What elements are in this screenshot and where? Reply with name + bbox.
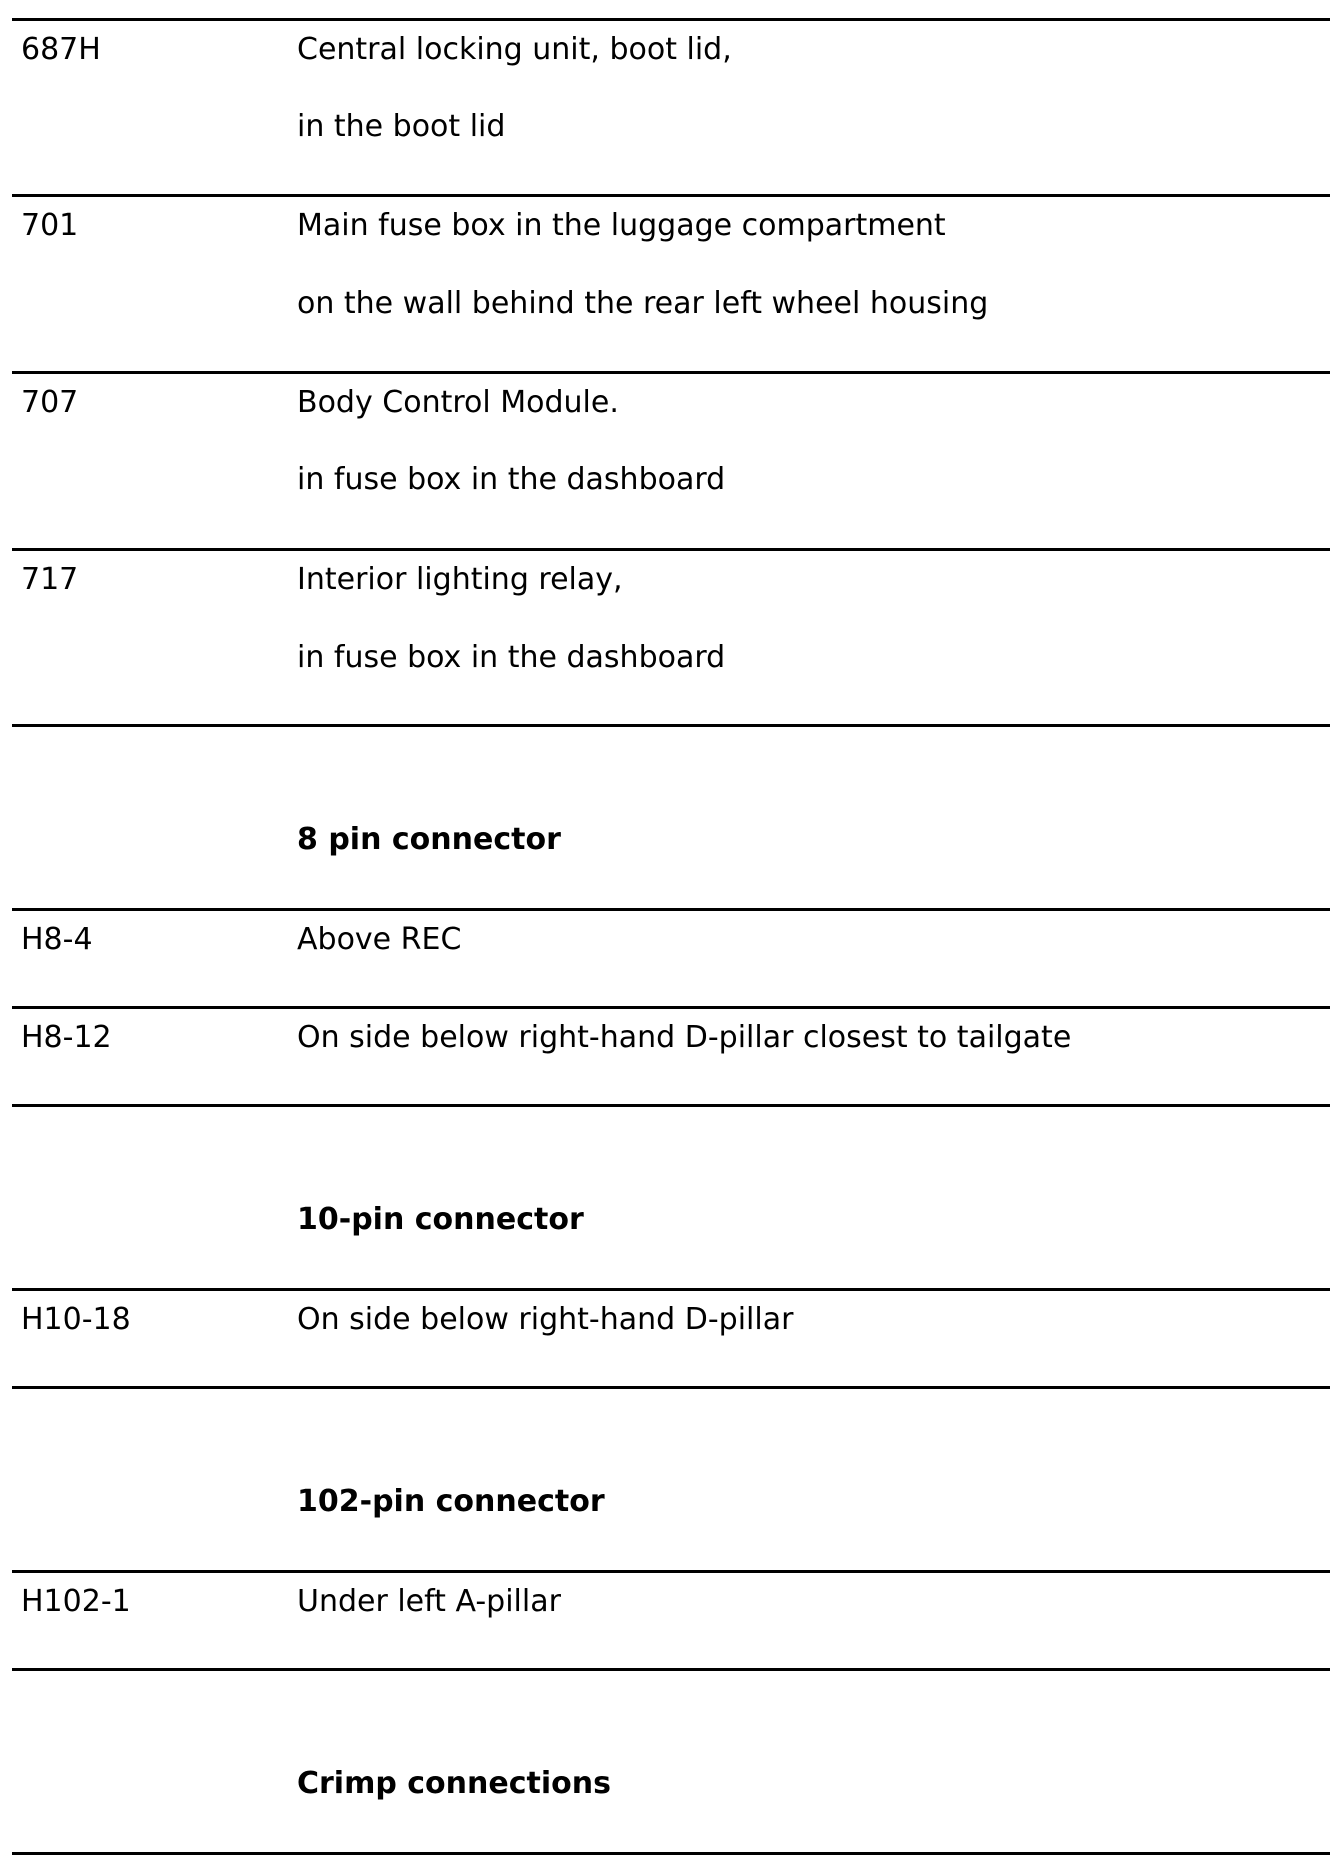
table-rule — [12, 908, 1330, 911]
connector-code: H10-18 — [21, 1302, 131, 1337]
table-rule — [12, 1288, 1330, 1291]
component-code: 717 — [21, 562, 79, 597]
table-rule — [12, 548, 1330, 551]
connector-location: On side below right-hand D-pillar closest to tailgate — [297, 1020, 1072, 1055]
component-location: in fuse box in the dashboard — [297, 640, 726, 675]
section-heading: 10-pin connector — [297, 1202, 584, 1237]
section-heading: 102-pin connector — [297, 1484, 605, 1519]
table-rule — [12, 1006, 1330, 1009]
component-description: Interior lighting relay, — [297, 562, 623, 597]
table-rule — [12, 724, 1330, 727]
connector-location: On side below right-hand D-pillar — [297, 1302, 794, 1337]
component-description: Body Control Module. — [297, 385, 619, 420]
component-location: in the boot lid — [297, 109, 506, 144]
table-rule — [12, 18, 1330, 21]
connector-code: H8-12 — [21, 1020, 112, 1055]
component-location: on the wall behind the rear left wheel housing — [297, 286, 989, 321]
connector-location: Above REC — [297, 922, 462, 957]
table-rule — [12, 1386, 1330, 1389]
component-code: 687H — [21, 32, 101, 67]
connector-code: H8-4 — [21, 922, 93, 957]
table-rule — [12, 1668, 1330, 1671]
component-description: Main fuse box in the luggage compartment — [297, 208, 946, 243]
connector-location: Under left A-pillar — [297, 1584, 561, 1619]
component-code: 707 — [21, 385, 79, 420]
section-heading: Crimp connections — [297, 1766, 611, 1801]
table-rule — [12, 1104, 1330, 1107]
section-heading: 8 pin connector — [297, 822, 561, 857]
table-rule — [12, 1852, 1330, 1855]
component-description: Central locking unit, boot lid, — [297, 32, 732, 67]
component-location: in fuse box in the dashboard — [297, 462, 726, 497]
component-code: 701 — [21, 208, 79, 243]
table-rule — [12, 371, 1330, 374]
table-rule — [12, 194, 1330, 197]
table-rule — [12, 1570, 1330, 1573]
connector-code: H102-1 — [21, 1584, 131, 1619]
